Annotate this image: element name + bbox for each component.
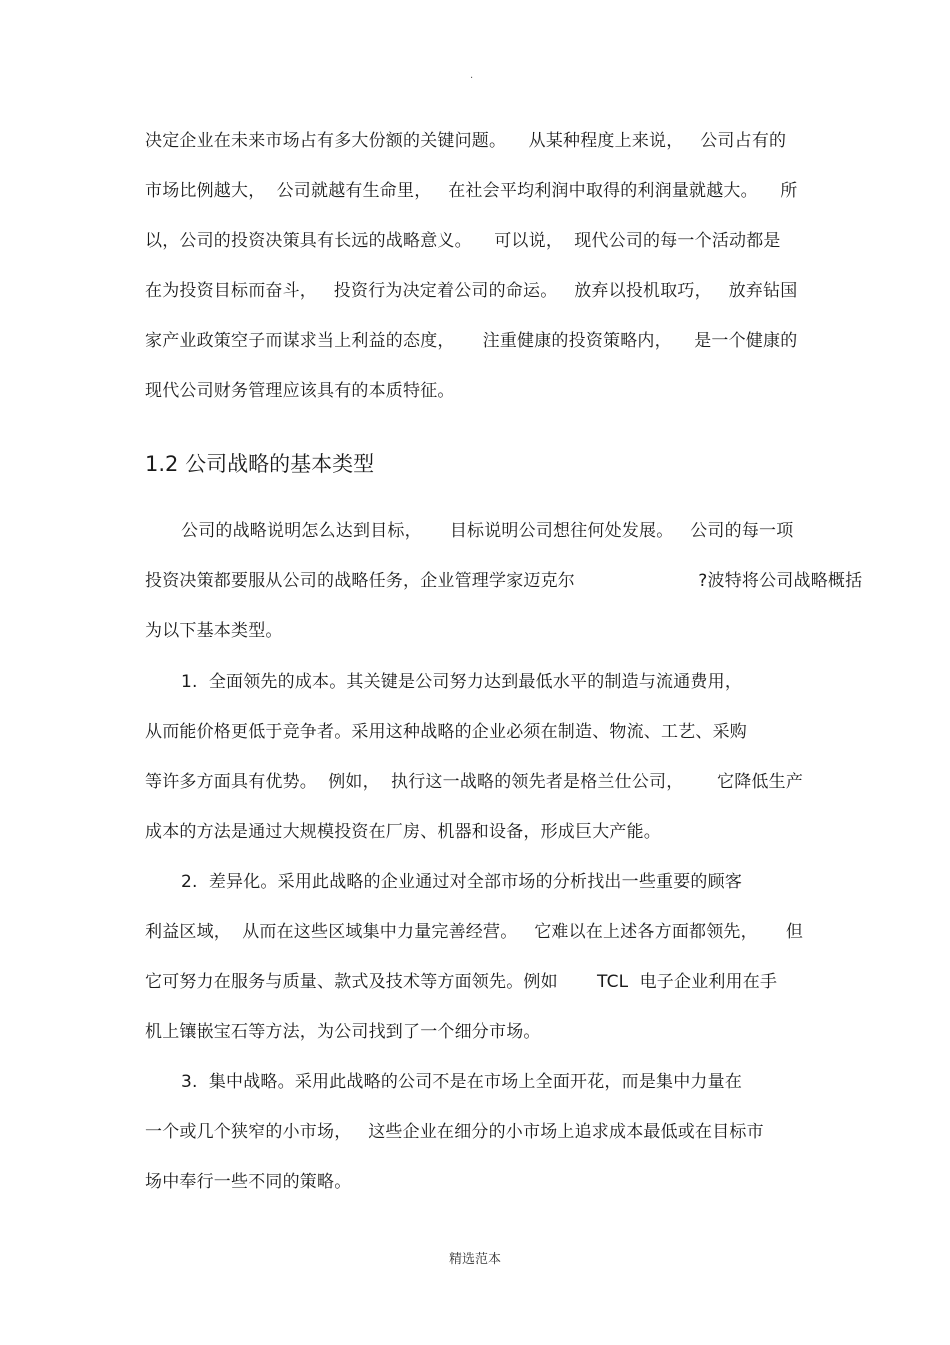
list-item-line: 它可努力在服务与质量、款式及技术等方面领先。例如 TCL 电子企业利用在手	[145, 972, 778, 992]
list-item-line: 1. 全面领先的成本。其关键是公司努力达到最低水平的制造与流通费用，	[181, 672, 743, 692]
paragraph-line: 市场比例越大， 公司就越有生命里， 在社会平均利润中取得的利润量就越大。 所	[145, 181, 798, 201]
paragraph-line: 在为投资目标而奋斗， 投资行为决定着公司的命运。 放弃以投机取巧， 放弃钻国	[145, 281, 798, 301]
paragraph-line: 以，公司的投资决策具有长远的战略意义。 可以说， 现代公司的每一个活动都是	[145, 231, 781, 251]
paragraph-line: 决定企业在未来市场占有多大份额的关键问题。 从某种程度上来说， 公司占有的	[145, 131, 787, 151]
list-item-line: 机上镶嵌宝石等方法，为公司找到了一个细分市场。	[145, 1022, 541, 1042]
paragraph-line: 公司的战略说明怎么达到目标， 目标说明公司想往何处发展。 公司的每一项	[181, 521, 794, 541]
page-footer: 精选范本	[448, 1252, 501, 1267]
list-item-line: 成本的方法是通过大规模投资在厂房、机器和设备，形成巨大产能。	[145, 822, 661, 842]
list-item-line: 2. 差异化。采用此战略的企业通过对全部市场的分析找出一些重要的顾客	[181, 872, 743, 892]
section-heading: 1.2 公司战略的基本类型	[145, 452, 375, 476]
list-item-line: 利益区域， 从而在这些区域集中力量完善经营。 它难以在上述各方面都领先， 但	[145, 922, 804, 942]
paragraph-line: 家产业政策空子而谋求当上利益的态度， 注重健康的投资策略内， 是一个健康的	[145, 331, 798, 351]
list-item-line: 一个或几个狭窄的小市场， 这些企业在细分的小市场上追求成本最低或在目标市	[145, 1122, 764, 1142]
list-item-line: 3. 集中战略。采用此战略的公司不是在市场上全面开花，而是集中力量在	[181, 1072, 743, 1092]
list-item-line: 从而能价格更低于竞争者。采用这种战略的企业必须在制造、物流、工艺、采购	[145, 722, 747, 742]
header-mark: .	[470, 70, 474, 81]
list-item-line: 场中奉行一些不同的策略。	[145, 1172, 352, 1192]
paragraph-line: 投资决策都要服从公司的战略任务，企业管理学家迈克尔 ?波特将公司战略概括	[145, 571, 863, 591]
list-item-line: 等许多方面具有优势。 例如， 执行这一战略的领先者是格兰仕公司， 它降低生产	[145, 772, 804, 792]
paragraph-line: 现代公司财务管理应该具有的本质特征。	[145, 381, 455, 401]
paragraph-line: 为以下基本类型。	[145, 621, 283, 641]
